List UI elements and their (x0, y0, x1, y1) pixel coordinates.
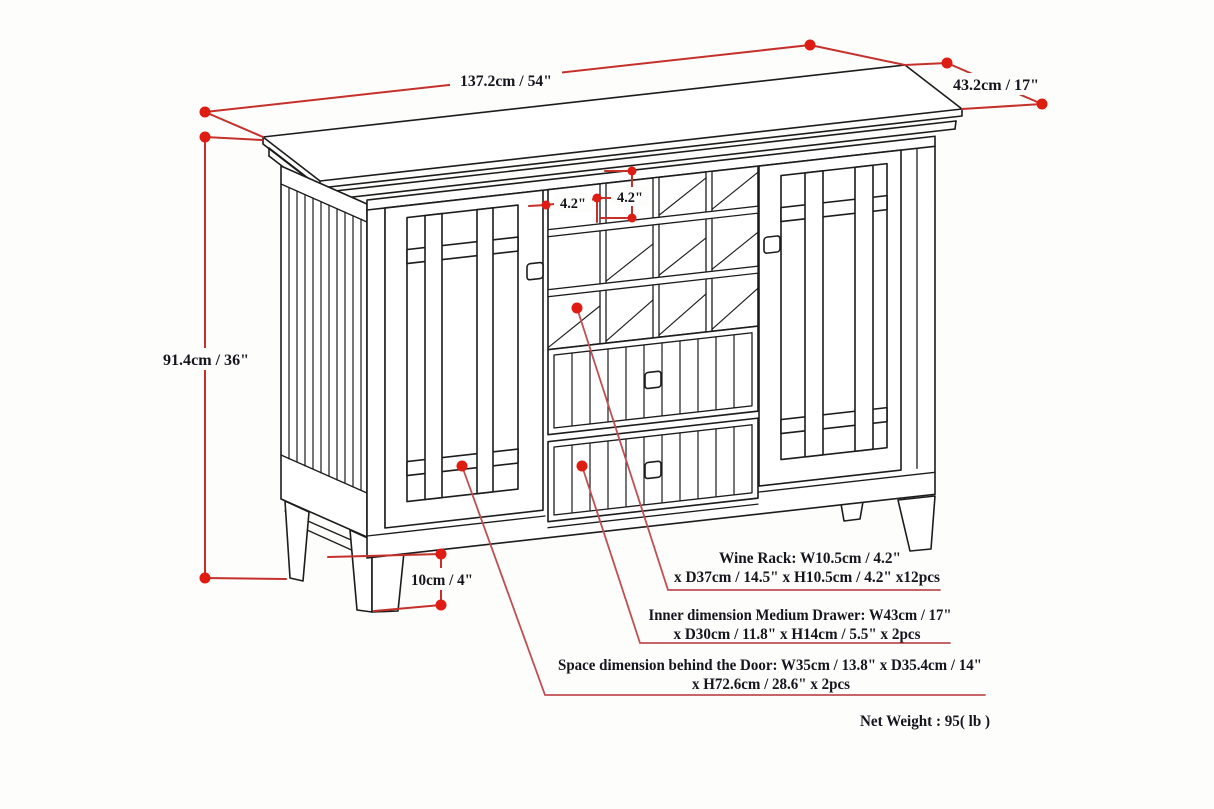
dot-wine-rack-leader (572, 303, 583, 314)
right-door-vbar-2 (855, 165, 873, 451)
cabinet-drawing (263, 65, 962, 612)
dot-cell-width-start (542, 201, 551, 210)
door-note-line2: x H72.6cm / 28.6" x 2pcs (692, 676, 850, 693)
width-dimension-label: 137.2cm / 54" (460, 73, 552, 90)
wine-divider-1 (600, 183, 606, 344)
drawer-note-line2: x D30cm / 11.8" x H14cm / 5.5" x 2pcs (673, 626, 921, 643)
left-door-knob (527, 262, 543, 280)
front-left-leg-front (372, 552, 404, 612)
drawer-note-line1: Inner dimension Medium Drawer: W43cm / 17" (648, 607, 952, 624)
back-left-leg (285, 501, 309, 581)
net-weight-label: Net Weight : 95( lb ) (860, 713, 990, 730)
wine-rack-note-line2: x D37cm / 14.5" x H10.5cm / 4.2" x12pcs (674, 569, 940, 586)
dot-drawer-leader (577, 461, 588, 472)
dot-leg-bottom (436, 600, 447, 611)
right-door-knob (764, 236, 780, 254)
dot-door-leader (457, 461, 468, 472)
side-panel (281, 166, 367, 552)
cell-width-label: 4.2" (560, 196, 586, 212)
door-note-line1: Space dimension behind the Door: W35cm / 13.8" x D35.4cm / 14" (558, 657, 982, 674)
left-door-vbar-2 (477, 208, 493, 494)
wine-rack-note-line1: Wine Rack: W10.5cm / 4.2" (719, 550, 901, 567)
leg-dimension-label: 10cm / 4" (411, 572, 473, 589)
right-door (759, 150, 901, 486)
dot-cell-height-bottom (628, 214, 637, 223)
dot-cell-height-top (628, 167, 637, 176)
wine-divider-2 (653, 177, 659, 338)
front-right-leg (898, 496, 935, 551)
dot-depth-end (1037, 99, 1048, 110)
cell-height-label: 4.2" (617, 190, 643, 206)
left-door (385, 190, 543, 528)
right-door-vbar-1 (805, 171, 823, 457)
dot-depth-start (942, 58, 953, 69)
height-dimension-label: 91.4cm / 36" (163, 352, 249, 369)
dot-leg-top (436, 549, 447, 560)
dot-width-start (200, 107, 211, 118)
drawer-2-knob (645, 461, 661, 479)
dot-height-top (200, 132, 211, 143)
cabinet-front-face (367, 136, 935, 558)
dot-height-bottom (200, 573, 211, 584)
wine-divider-3 (706, 171, 712, 332)
depth-dimension-label: 43.2cm / 17" (953, 77, 1039, 94)
left-door-vbar-1 (425, 214, 442, 500)
side-panel-face (281, 166, 367, 537)
dot-cell-width-end (593, 194, 602, 203)
drawer-1-knob (645, 371, 661, 389)
dot-width-end (805, 40, 816, 51)
